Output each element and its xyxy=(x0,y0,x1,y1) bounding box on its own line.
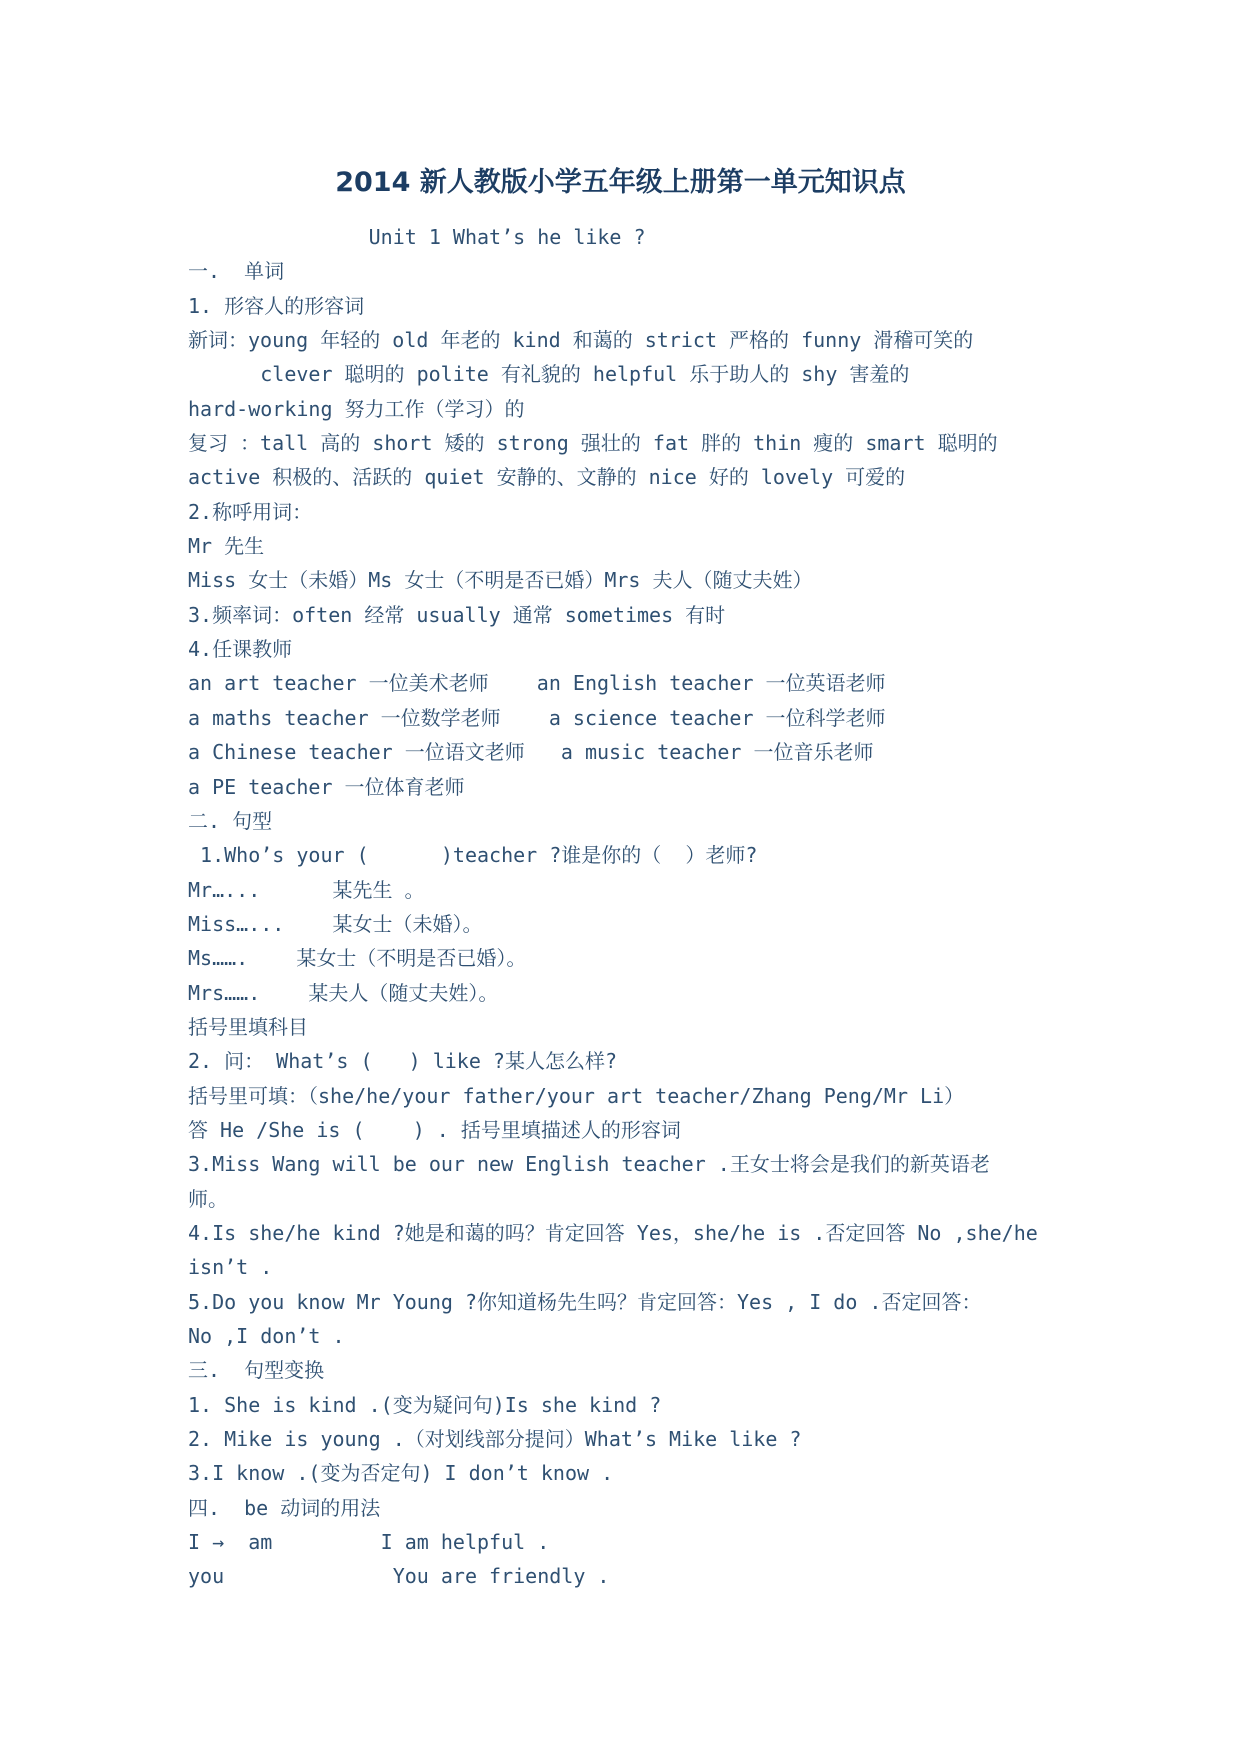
text-line: 1. She is kind .(变为疑问句)Is she kind ? xyxy=(188,1392,662,1417)
text-line: Miss…... 某女士（未婚）。 xyxy=(188,911,483,936)
text-line: isn’t . xyxy=(188,1255,273,1280)
text-line: 4.Is she/he kind ?她是和蔼的吗？肯定回答 Yes，she/he is .否定回答 No ,she/he xyxy=(188,1220,1038,1245)
text-line: Mr…... 某先生 。 xyxy=(188,877,425,902)
text-line: clever 聪明的 polite 有礼貌的 helpful 乐于助人的 shy 害羞的 xyxy=(188,362,910,387)
text-line: 新词：young 年轻的 old 年老的 kind 和蔼的 strict 严格的 funny 滑稽可笑的 xyxy=(188,328,974,353)
text-line: I → am I am helpful . xyxy=(188,1530,550,1555)
text-line: 三. 句型变换 xyxy=(188,1358,325,1383)
text-line: 2. Mike is young .（对划线部分提问）What’s Mike like ? xyxy=(188,1427,802,1452)
text-line: 师。 xyxy=(188,1186,228,1211)
text-line: 复习 ：tall 高的 short 矮的 strong 强壮的 fat 胖的 thin 瘦的 smart 聪明的 xyxy=(188,431,998,456)
text-line: Mrs……. 某夫人（随丈夫姓）。 xyxy=(188,980,499,1005)
text-line: 1. 形容人的形容词 xyxy=(188,293,365,318)
text-line: 二. 句型 xyxy=(188,808,273,833)
text-line: 括号里填科目 xyxy=(188,1014,308,1039)
text-line: 2.称呼用词： xyxy=(188,499,313,524)
text-line: a Chinese teacher 一位语文老师 a music teacher 一位音乐老师 xyxy=(188,740,874,765)
document-title: 2014 新人教版小学五年级上册第一单元知识点 xyxy=(335,167,906,198)
text-line: hard-working 努力工作（学习）的 xyxy=(188,396,525,421)
text-line: Miss 女士（未婚）Ms 女士（不明是否已婚）Mrs 夫人（随丈夫姓） xyxy=(188,568,813,593)
text-line: 4.任课教师 xyxy=(188,637,293,662)
text-line: 3.I know .(变为否定句) I don’t know . xyxy=(188,1461,614,1486)
text-line: 四. be 动词的用法 xyxy=(188,1495,381,1520)
document-body xyxy=(188,220,1148,1594)
text-line: Unit 1 What’s he like ? xyxy=(188,225,646,249)
text-line: a maths teacher 一位数学老师 a science teacher 一位科学老师 xyxy=(188,705,886,730)
text-line: 3.Miss Wang will be our new English teacher .王女士将会是我们的新英语老 xyxy=(188,1152,990,1177)
text-line: 一. 单词 xyxy=(188,259,285,284)
text-line: an art teacher 一位美术老师 an English teacher 一位英语老师 xyxy=(188,671,886,696)
text-line: 3.频率词：often 经常 usually 通常 sometimes 有时 xyxy=(188,602,726,627)
text-line: Ms……. 某女士（不明是否已婚）。 xyxy=(188,946,527,971)
text-line: No ,I don’t . xyxy=(188,1324,345,1348)
text-line: 1.Who’s your ( )teacher ?谁是你的（ ）老师? xyxy=(188,843,758,868)
text-line: you You are friendly . xyxy=(188,1564,610,1589)
text-line: 5.Do you know Mr Young ?你知道杨先生吗？肯定回答：Yes , I do .否定回答： xyxy=(188,1289,982,1314)
text-line: Mr 先生 xyxy=(188,534,265,559)
text-line: 答 He /She is ( ) . 括号里填描述人的形容词 xyxy=(188,1117,681,1142)
text-line: 括号里可填：（she/he/your father/your art teacher/Zhang Peng/Mr Li） xyxy=(188,1083,965,1108)
text-line: active 积极的、活跃的 quiet 安静的、文静的 nice 好的 lovely 可爱的 xyxy=(188,465,906,490)
text-line: a PE teacher 一位体育老师 xyxy=(188,774,465,799)
text-line: 2. 问： What’s ( ) like ?某人怎么样? xyxy=(188,1049,617,1074)
